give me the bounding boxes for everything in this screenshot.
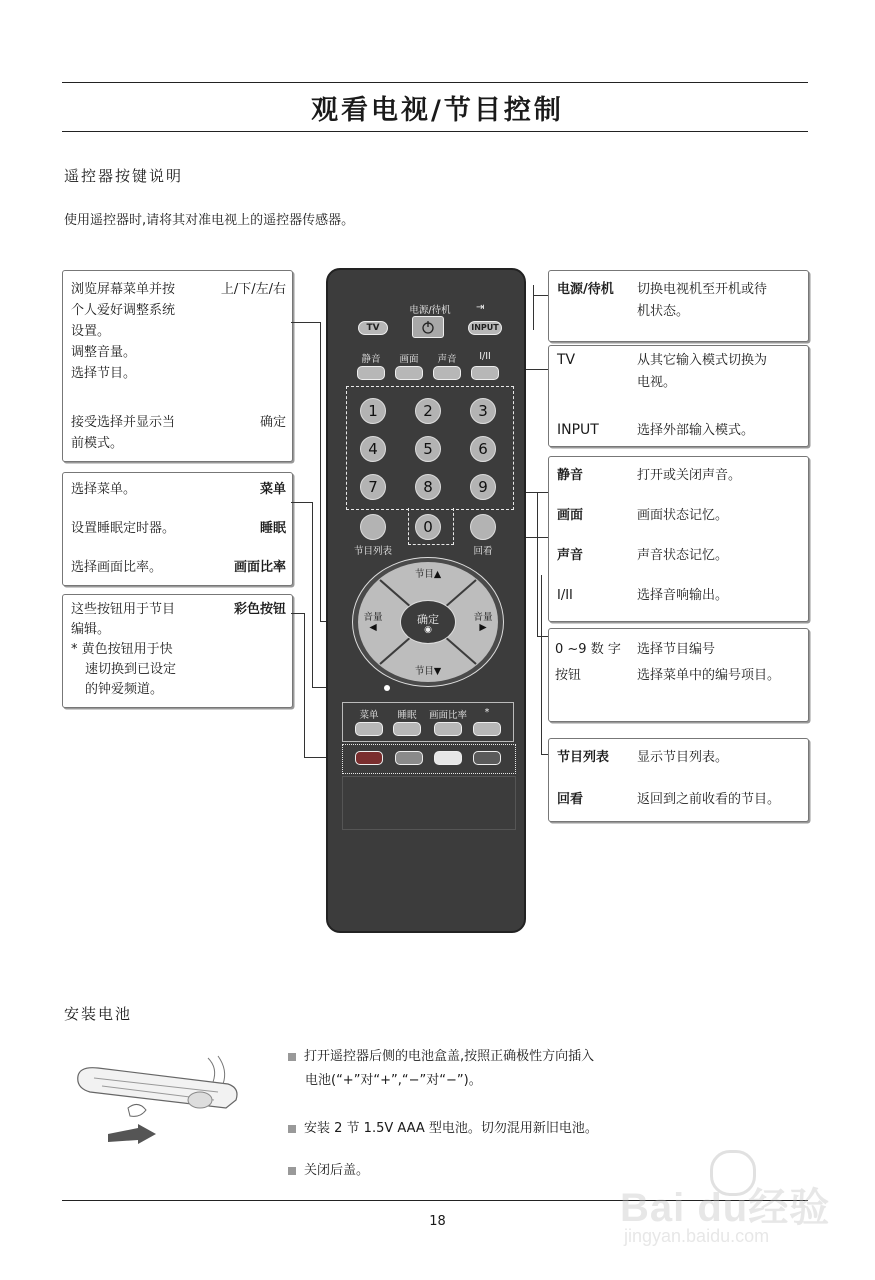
input-button[interactable] <box>468 321 502 335</box>
dual-desc: 选择音响输出。 <box>637 588 729 603</box>
number-label-1: 0 ~9 数 字 <box>555 642 621 657</box>
color-desc-4: 速切换到已设定 <box>85 662 177 677</box>
remote-lower-panel <box>342 776 516 830</box>
yellow-button[interactable] <box>434 751 462 765</box>
volume-down-text[interactable]: 音量 <box>363 612 383 623</box>
list-label: 节目列表 <box>557 750 610 765</box>
battery-step-1 <box>288 1046 594 1067</box>
nav-desc-2: 个人爱好调整系统 <box>71 303 176 318</box>
battery-step-3-text: 关闭后盖。 <box>304 1163 370 1178</box>
num-5-button[interactable]: 5 <box>415 436 441 462</box>
mute-button[interactable] <box>357 366 385 380</box>
program-list-text: 节目列表 <box>353 546 392 557</box>
input-icon: ⇥ <box>476 302 485 313</box>
ok-text: 确定 <box>417 613 439 626</box>
bullet-icon <box>288 1125 296 1133</box>
right-box-power <box>548 270 809 342</box>
intro-text: 使用遥控器时,请将其对准电视上的遥控器传感器。 <box>64 213 355 228</box>
left-box-color-buttons <box>62 594 293 708</box>
nav-desc-4: 调整音量。 <box>71 345 137 360</box>
leader-line <box>312 502 313 687</box>
tv-desc-2: 电视。 <box>637 375 677 390</box>
page-number: 18 <box>429 1214 446 1229</box>
nav-desc-3: 设置。 <box>71 324 111 339</box>
sound-button[interactable] <box>433 366 461 380</box>
picture-button[interactable] <box>395 366 423 380</box>
leader-line <box>541 575 542 755</box>
menu-text: 菜单 <box>359 710 379 721</box>
dual-label: I/II <box>557 588 573 603</box>
mute-label: 静音 <box>557 468 584 483</box>
page-title: 观看电视/节目控制 <box>311 95 564 126</box>
color-desc-2: 编辑。 <box>71 622 111 637</box>
dual-button[interactable] <box>471 366 499 380</box>
color-label: 彩色按钮 <box>233 602 286 617</box>
sleep-text: 睡眠 <box>397 710 417 721</box>
power-button[interactable] <box>412 316 444 338</box>
num-1-button[interactable]: 1 <box>360 398 386 424</box>
num-6-button[interactable]: 6 <box>470 436 496 462</box>
ratio-label: 画面比率 <box>233 560 286 575</box>
color-desc-3: * 黄色按钮用于快 <box>71 642 173 657</box>
power-label: 电源/待机 <box>557 282 614 297</box>
tv-desc-1: 从其它输入模式切换为 <box>637 353 768 368</box>
volume-up-text[interactable]: 音量 <box>473 612 493 623</box>
power-icon <box>413 317 443 337</box>
input-label: INPUT <box>557 422 599 438</box>
power-text: 电源/待机 <box>409 305 451 316</box>
red-button[interactable] <box>355 751 383 765</box>
nav-label: 上/下/左/右 <box>220 282 286 297</box>
battery-install-illustration <box>68 1048 248 1148</box>
back-button[interactable] <box>470 514 496 540</box>
number-desc-1: 选择节目编号 <box>637 642 716 657</box>
volume-down-arrow: ◀ <box>369 622 377 633</box>
back-label: 回看 <box>557 792 584 807</box>
battery-step-2 <box>288 1118 598 1139</box>
back-desc: 返回到之前收看的节目。 <box>637 792 781 807</box>
menu-button[interactable] <box>355 722 383 736</box>
bullet-icon <box>288 1053 296 1061</box>
star-text: * <box>484 707 490 718</box>
list-desc: 显示节目列表。 <box>637 750 729 765</box>
battery-step-1-line-2: 电池(“+”对“+”,“−”对“−”)。 <box>305 1073 482 1088</box>
sound-text: 声音 <box>437 354 457 365</box>
green-button[interactable] <box>395 751 423 765</box>
input-button-text: INPUT <box>471 323 499 332</box>
left-box-functions <box>62 472 293 586</box>
leader-line <box>537 636 548 637</box>
ok-desc-1: 接受选择并显示当 <box>71 415 176 430</box>
dpad-pointer-dot <box>384 685 390 691</box>
num-4-button[interactable]: 4 <box>360 436 386 462</box>
tv-label: TV <box>557 352 576 368</box>
number-label-2: 按钮 <box>555 668 582 683</box>
battery-step-3 <box>288 1160 369 1181</box>
picture-label: 画面 <box>557 508 584 523</box>
tv-button[interactable] <box>358 321 388 335</box>
sleep-button[interactable] <box>393 722 421 736</box>
ok-dot-icon: ◉ <box>424 625 432 635</box>
num-9-button[interactable]: 9 <box>470 474 496 500</box>
number-desc-2: 选择菜单中的编号项目。 <box>637 668 781 683</box>
volume-up-arrow: ▶ <box>479 622 487 633</box>
battery-step-2-text: 安装 2 节 1.5V AAA 型电池。切勿混用新旧电池。 <box>304 1121 598 1136</box>
battery-step-1-line-1: 打开遥控器后侧的电池盒盖,按照正确极性方向插入 <box>304 1049 595 1064</box>
top-rule <box>62 82 808 83</box>
picture-text: 画面 <box>399 354 419 365</box>
leader-line <box>533 285 534 330</box>
mute-text: 静音 <box>361 354 381 365</box>
leader-line <box>291 613 305 614</box>
channel-up-text[interactable]: 节目▲ <box>414 569 442 580</box>
channel-down-text[interactable]: 节目▼ <box>414 666 442 677</box>
right-box-number-keys <box>548 628 809 722</box>
title-underline <box>62 131 808 132</box>
ok-desc-2: 前模式。 <box>71 436 124 451</box>
blue-button[interactable] <box>473 751 501 765</box>
num-7-button[interactable]: 7 <box>360 474 386 500</box>
power-desc-1: 切换电视机至开机或待 <box>637 282 768 297</box>
picture-desc: 画面状态记忆。 <box>637 508 729 523</box>
num-2-button[interactable]: 2 <box>415 398 441 424</box>
section-heading-battery: 安装电池 <box>64 1005 133 1023</box>
watermark-logo: Bai du经验 jingyan.baidu.com <box>620 1150 870 1250</box>
left-box-navigation <box>62 270 293 462</box>
input-desc: 选择外部输入模式。 <box>637 423 755 438</box>
ratio-text: 画面比率 <box>428 710 467 721</box>
sleep-desc: 设置睡眠定时器。 <box>71 521 176 536</box>
leader-line <box>291 502 313 503</box>
leader-line <box>537 492 538 637</box>
ok-label: 确定 <box>259 415 286 430</box>
num-8-button[interactable]: 8 <box>415 474 441 500</box>
remote-control <box>326 268 526 933</box>
program-list-button[interactable] <box>360 514 386 540</box>
num-3-button[interactable]: 3 <box>470 398 496 424</box>
back-text: 回看 <box>473 546 493 557</box>
right-box-tv-input <box>548 345 809 447</box>
leader-line <box>541 754 548 755</box>
power-desc-2: 机状态。 <box>637 304 690 319</box>
ok-button[interactable] <box>400 600 456 644</box>
leader-line <box>533 295 548 296</box>
dual-text: I/II <box>479 351 491 362</box>
menu-label: 菜单 <box>259 482 286 497</box>
star-button[interactable] <box>473 722 501 736</box>
menu-desc: 选择菜单。 <box>71 482 137 497</box>
right-box-audio-picture <box>548 456 809 622</box>
leader-line <box>320 322 321 622</box>
nav-desc-1: 浏览屏幕菜单并按 <box>71 282 176 297</box>
color-desc-5: 的钟爱频道。 <box>85 682 164 697</box>
sound-label: 声音 <box>557 548 584 563</box>
ratio-desc: 选择画面比率。 <box>71 560 163 575</box>
bullet-icon <box>288 1167 296 1175</box>
color-desc-1: 这些按钮用于节目 <box>71 602 176 617</box>
leader-line <box>304 613 305 758</box>
right-box-list-back <box>548 738 809 822</box>
num-0-button[interactable]: 0 <box>415 514 441 540</box>
section-heading-remote: 遥控器按键说明 <box>64 167 184 185</box>
sleep-label: 睡眠 <box>259 521 286 536</box>
sound-desc: 声音状态记忆。 <box>637 548 729 563</box>
ratio-button[interactable] <box>434 722 462 736</box>
leader-line <box>291 322 321 323</box>
mute-desc: 打开或关闭声音。 <box>637 468 742 483</box>
nav-desc-5: 选择节目。 <box>71 366 137 381</box>
tv-button-text: TV <box>366 323 380 333</box>
